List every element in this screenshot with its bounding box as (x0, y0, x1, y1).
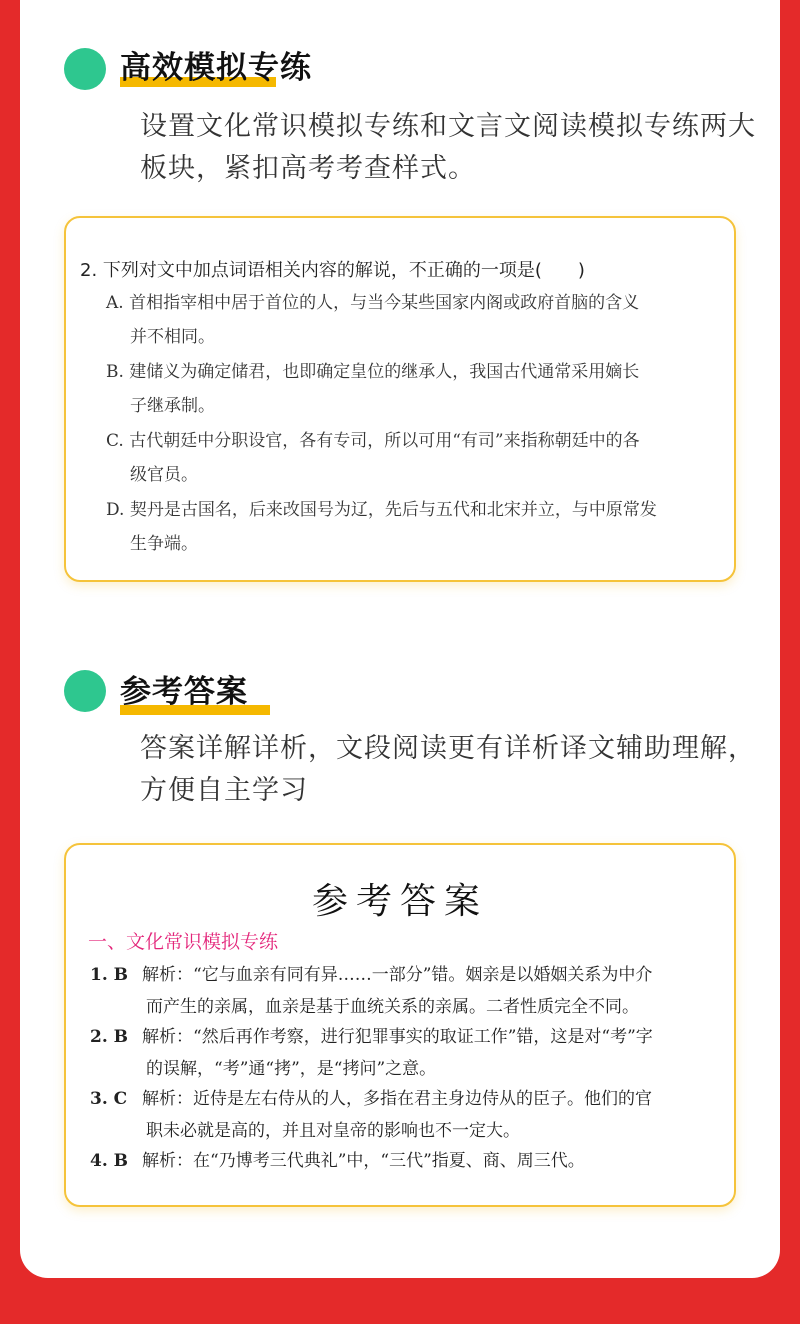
question-sample-box (64, 216, 736, 582)
option-a: A. 首相指宰相中居于首位的人，与当今某些国家内阁或政府首脑的含义 并不相同。 (106, 293, 640, 347)
section-description: 答案详解详析，文段阅读更有详析译文辅助理解，方便自主学习 (140, 733, 756, 806)
option-b: B. 建储义为确定储君，也即确定皇位的继承人，我国古代通常采用嫡长 子继承制。 (106, 362, 640, 416)
question-stem: 2. 下列对文中加点词语相关内容的解说，不正确的一项是( ) (80, 260, 585, 281)
section-description: 设置文化常识模拟专练和文言文阅读模拟专练两大板块，紧扣高考考查样式。 (140, 111, 756, 184)
answer-item-1: 1. B 解析：“它与血亲有同有异……一部分”错。姻亲是以婚姻关系为中介 而产生的亲属，血亲是基于血统关系的亲属。二者性质完全不同。 (90, 965, 653, 1017)
answer-item-2: 2. B 解析：“然后再作考察，进行犯罪事实的取证工作”错，这是对“考”字 的误解，“考”通“拷”，是“拷问”之意。 (90, 1027, 653, 1079)
answer-sample-box (64, 843, 736, 1207)
content-card (20, 0, 780, 1278)
section-bullet-icon (64, 670, 106, 712)
answer-item-4: 4. B 解析：在“乃博考三代典礼”中，“三代”指夏、商、周三代。 (90, 1151, 585, 1171)
section-title: 参考答案 (120, 674, 248, 710)
answer-subheading: 一、文化常识模拟专练 (88, 931, 279, 953)
option-c: C. 古代朝廷中分职设官，各有专司，所以可用“有司”来指称朝廷中的各 级官员。 (106, 431, 640, 485)
option-d: D. 契丹是古国名，后来改国号为辽，先后与五代和北宋并立，与中原常发 生争端。 (106, 500, 657, 554)
answer-item-3: 3. C 解析：近侍是左右侍从的人，多指在君主身边侍从的臣子。他们的官 职未必就是高的，并且对皇帝的影响也不一定大。 (90, 1089, 652, 1141)
section-title: 高效模拟专练 (120, 50, 312, 86)
answer-heading: 参考答案 (311, 881, 488, 922)
section-bullet-icon (64, 48, 106, 90)
